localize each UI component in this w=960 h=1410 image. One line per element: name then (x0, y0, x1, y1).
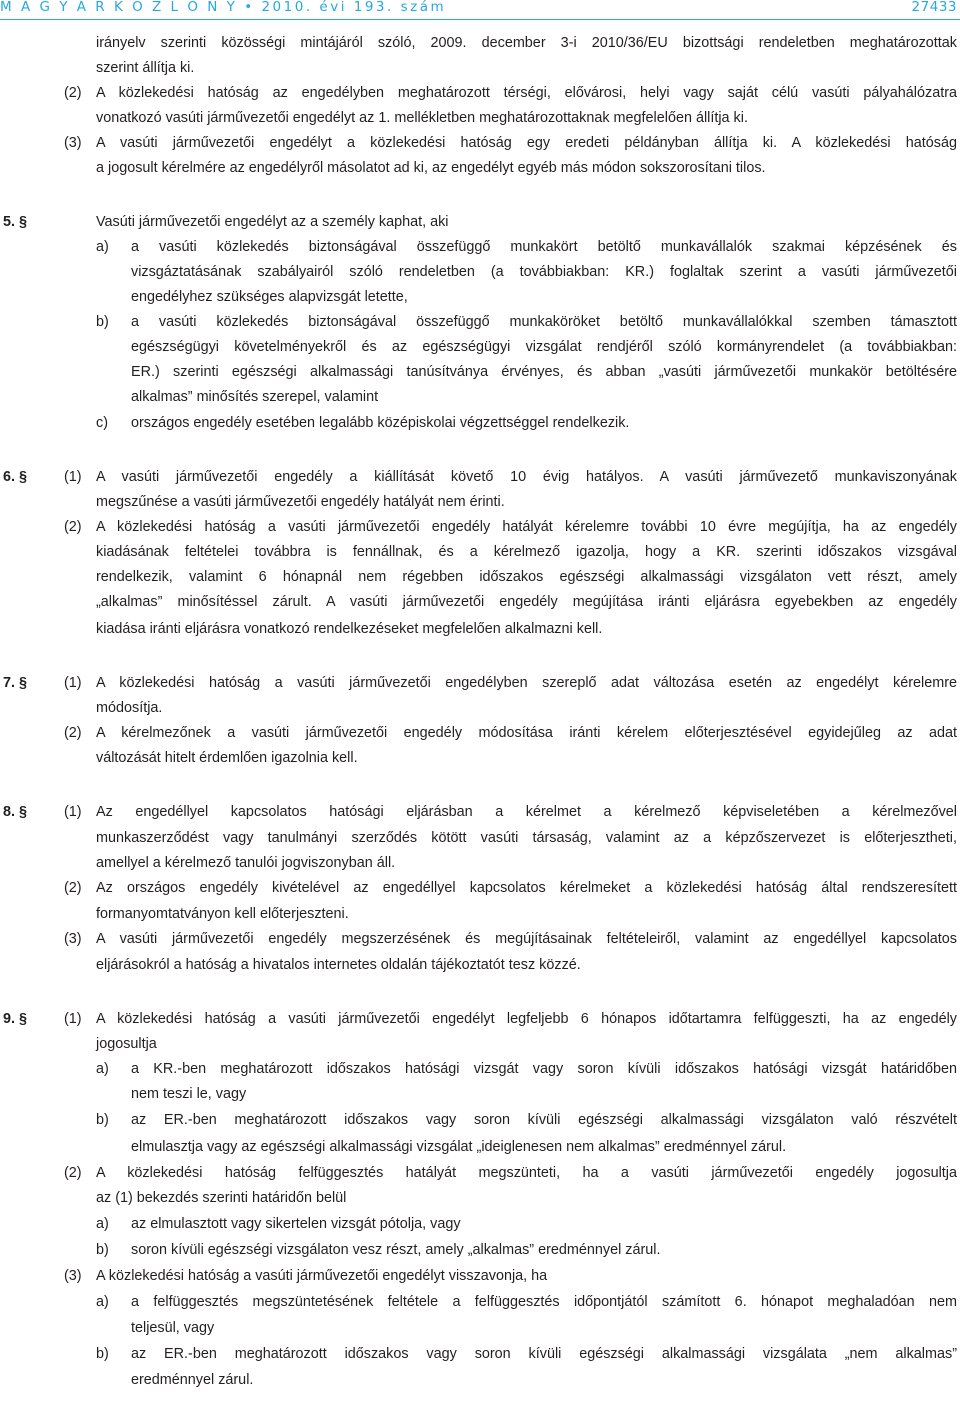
text-line: formanyomtatványon kell előterjeszteni. (96, 906, 349, 922)
text-line: vizsgáztatásának szabályairól szóló rendeletben (a továbbiakban: KR.) foglaltak szerint a vasúti járművezetői (131, 264, 957, 280)
text-line: A vasúti járművezetői engedély a kiállítását követő 10 évig hatályos. A vasúti járművezető munkaviszonyának (96, 469, 957, 485)
text-line: módosítja. (96, 700, 163, 716)
text-line: A vasúti járművezetői engedélyt a közlekedési hatóság egy eredeti példányban állítja ki. A közlekedési hatóság (96, 135, 957, 151)
header-publication: M A G Y A R K Ö Z L Ö N Y • 2010. évi 193. szám (0, 0, 447, 15)
text-line: (2) (64, 519, 82, 535)
text-line: a vasúti közlekedés biztonságával összefüggő munkaköröket betöltő munkavállalókkal szemben támasztott (131, 314, 957, 330)
text-line: (1) (64, 675, 82, 691)
text-line: a) (96, 1061, 109, 1077)
text-line: országos engedély esetében legalább középiskolai végzettséggel rendelkezik. (131, 415, 630, 431)
text-line: (2) (64, 1165, 82, 1181)
text-line: alkalmas” minősítés szerepel, valamint (131, 389, 379, 405)
text-line: A kérelmezőnek a vasúti járművezetői engedély módosítása iránti kérelem előterjesztésével egyidejűleg az adat (96, 725, 957, 741)
section-number: 8. § (3, 804, 28, 820)
text-line: teljesül, vagy (131, 1320, 215, 1336)
text-line: A vasúti járművezetői engedély megszerzésének és megújításainak feltételeiről, valamint az engedéllyel kapcsolatos (96, 931, 957, 947)
text-line: „alkalmas” minősítéssel zárult. A vasúti járművezetői engedély megújítása iránti eljárásra egyebekben az engedély (96, 594, 957, 610)
text-line: a KR.-ben meghatározott időszakos hatósági vizsgát vagy soron kívüli időszakos hatósági vizsgát határidőben (131, 1061, 957, 1077)
text-line: a vasúti közlekedés biztonságával összefüggő munkakört betöltő munkavállalók szakmai képzésének és (131, 239, 957, 255)
text-line: változását hitelt érdemlően igazolnia kell. (96, 750, 358, 766)
text-line: (1) (64, 469, 82, 485)
text-line: (3) (64, 931, 82, 947)
text-line: a) (96, 1216, 109, 1232)
section-number: 6. § (3, 469, 28, 485)
text-line: (2) (64, 880, 82, 896)
text-line: b) (96, 1346, 109, 1362)
text-line: engedélyhez szükséges alapvizsgát letette, (131, 289, 408, 305)
text-line: A közlekedési hatóság felfüggesztés hatályát megszünteti, ha a vasúti járművezetői engedély jogosultja (96, 1165, 957, 1181)
text-line: (3) (64, 1268, 82, 1284)
text-line: b) (96, 1242, 109, 1258)
text-line: nem teszi le, vagy (131, 1086, 247, 1102)
text-line: kiadásának feltételei továbbra is fennállnak, és a kérelmező igazolja, hogy a KR. szerinti időszakos vizsgával (96, 544, 957, 560)
text-line: jogosultja (96, 1036, 157, 1052)
text-line: (2) (64, 85, 82, 101)
running-header (0, 0, 960, 14)
text-line: A közlekedési hatóság a vasúti járművezetői engedélyben szereplő adat változása esetén az engedélyt kérelemre (96, 675, 957, 691)
text-line: munkaszerződést vagy tanulmányi szerződés kötött vasúti társaság, valamint az a képzőszervezet is előterjesztheti, (96, 830, 957, 846)
text-line: kiadása iránti eljárásra vonatkozó rendelkezéseket megfelelően alkalmazni kell. (96, 621, 603, 637)
header-page-number: 27433 (911, 0, 957, 15)
section-number: 9. § (3, 1011, 28, 1027)
text-line: b) (96, 1112, 109, 1128)
text-line: eredménnyel zárul. (131, 1372, 254, 1388)
text-line: (1) (64, 1011, 82, 1027)
text-line: egészségügyi követelményekről és az egészségügyi vizsgálat rendjéről szóló kormányrendelet (a továbbiakban: (131, 339, 957, 355)
text-line: eljárásokról a hatóság a hivatalos internetes oldalán tájékoztatót tesz közzé. (96, 957, 581, 973)
text-line: az (1) bekezdés szerinti határidőn belül (96, 1190, 347, 1206)
text-line: az ER.-ben meghatározott időszakos vagy soron kívüli egészségi alkalmassági vizsgálaton való részvételt (131, 1112, 957, 1128)
text-line: vonatkozó vasúti járművezetői engedélyt az 1. mellékletben meghatározottaknak megfelelően állítja ki. (96, 110, 748, 126)
text-line: (3) (64, 135, 82, 151)
text-line: az ER.-ben meghatározott időszakos vagy soron kívüli egészségi alkalmassági vizsgálata „nem alkalmas” (131, 1346, 957, 1362)
section-number: 5. § (3, 214, 28, 230)
text-line: rendelkezik, valamint 6 hónapnál nem régebben időszakos egészségi alkalmassági vizsgálaton vett részt, amely (96, 569, 957, 585)
text-line: A közlekedési hatóság a vasúti járművezetői engedély hatályát kérelemre további 10 évre megújítja, ha az engedély (96, 519, 957, 535)
section-number: 7. § (3, 675, 28, 691)
text-line: A közlekedési hatóság a vasúti járművezetői engedélyt legfeljebb 6 hónapos időtartamra felfüggeszti, ha az engedély (96, 1011, 957, 1027)
text-line: az elmulasztott vagy sikertelen vizsgát pótolja, vagy (131, 1216, 461, 1232)
text-line: Vasúti járművezetői engedélyt az a személy kaphat, aki (96, 214, 449, 230)
text-line: (2) (64, 725, 82, 741)
text-line: elmulasztja vagy az egészségi alkalmassági vizsgálat „ideiglenesen nem alkalmas” eredménnyel zárul. (131, 1139, 787, 1155)
text-line: ER.) szerinti egészségi alkalmassági tanúsítványa érvényes, és abban „vasúti járművezetői munkakör betöltésére (131, 364, 957, 380)
text-line: Az országos engedély kivételével az engedéllyel kapcsolatos kérelmeket a közlekedési hatóság által rendszeresített (96, 880, 957, 896)
text-line: a felfüggesztés megszüntetésének feltétele a felfüggesztés időpontjától számított 6. hónapot meghaladóan nem (131, 1294, 957, 1310)
text-line: amellyel a kérelmező tanulói jogviszonyban áll. (96, 855, 396, 871)
text-line: a jogosult kérelmére az engedélyről másolatot ad ki, az engedélyt egyéb más módon sokszorosítani tilos. (96, 160, 766, 176)
text-line: Az engedéllyel kapcsolatos hatósági eljárásban a kérelmet a kérelmező képviseletében a kérelmezővel (96, 804, 957, 820)
text-line: c) (96, 415, 108, 431)
text-line: b) (96, 314, 109, 330)
text-line: megszűnése a vasúti járművezetői engedély hatályát nem érinti. (96, 494, 505, 510)
text-line: A közlekedési hatóság a vasúti járművezetői engedélyt visszavonja, ha (96, 1268, 548, 1284)
text-line: (1) (64, 804, 82, 820)
text-line: irányelv szerinti közösségi mintájáról szóló, 2009. december 3-i 2010/36/EU bizottsági rendeletben meghatározottak (96, 35, 957, 51)
text-line: a) (96, 239, 109, 255)
text-line: a) (96, 1294, 109, 1310)
text-line: soron kívüli egészségi vizsgálaton vesz részt, amely „alkalmas” eredménnyel zárul. (131, 1242, 661, 1258)
text-line: szerint állítja ki. (96, 60, 195, 76)
header-rule (0, 19, 960, 20)
text-line: A közlekedési hatóság az engedélyben meghatározott térségi, elővárosi, helyi vagy saját célú vasúti pályahálózatra (96, 85, 957, 101)
